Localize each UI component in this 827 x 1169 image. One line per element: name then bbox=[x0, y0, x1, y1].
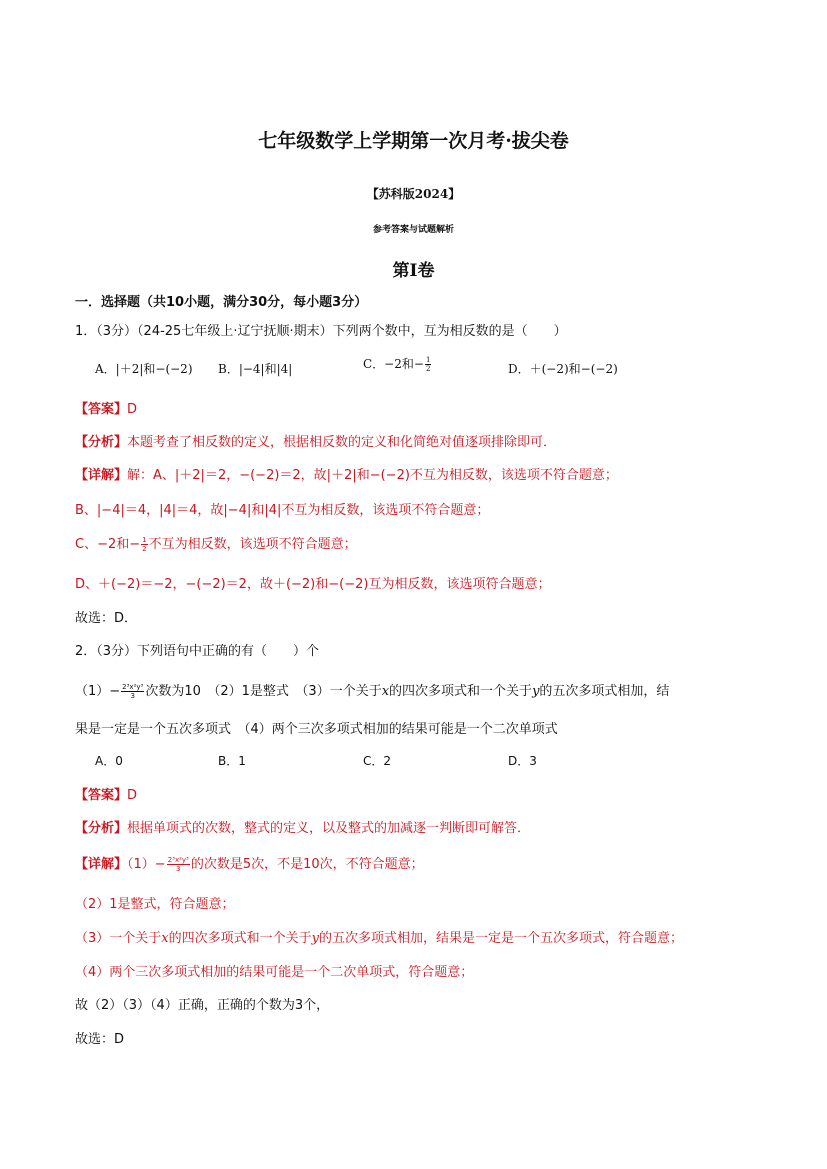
detail-1-prefix: （1）− bbox=[127, 857, 166, 872]
detail-c-text: C、−2和− bbox=[75, 537, 141, 552]
statement-text-b: 的四次多项式和一个关于 bbox=[389, 684, 533, 699]
document-title: 七年级数学上学期第一次月考·拔尖卷 bbox=[258, 130, 569, 152]
section-heading: 一．选择题（共10小题，满分30分，每小题3分） bbox=[75, 295, 368, 310]
answer-tag: 【答案】 bbox=[75, 402, 128, 417]
q1-detail-d: D、＋(−2)＝−2，−(−2)＝2，故＋(−2)和−(−2)互为相反数，该选项符合题意； bbox=[75, 577, 551, 592]
fraction-numerator: 1 bbox=[142, 536, 147, 544]
edition-label: 【苏科版2024】 bbox=[366, 187, 461, 201]
q1-option-c-text: C．−2和− bbox=[363, 357, 424, 371]
detail-3-text-b: 的四次多项式和一个关于 bbox=[168, 931, 312, 946]
q2-statement-line2: 果是一定是一个五次多项式 （4）两个三次多项式相加的结果可能是一个二次单项式 bbox=[75, 722, 558, 737]
q2-option-a: A．0 bbox=[95, 754, 123, 768]
q2-option-b: B．1 bbox=[218, 754, 246, 768]
q1-choose: 故选：D． bbox=[75, 611, 138, 626]
analysis-tag: 【分析】 bbox=[75, 821, 128, 836]
q2-statement-line1 bbox=[75, 680, 669, 700]
q1-stem: 1．（3分）（24-25七年级上·辽宁抚顺·期末）下列两个数中，互为相反数的是（ ） bbox=[75, 324, 567, 339]
fraction-numerator: 1 bbox=[425, 356, 431, 364]
q2-detail-4: （4）两个三次多项式相加的结果可能是一个二次单项式，符合题意； bbox=[75, 965, 474, 980]
q2-analysis bbox=[75, 817, 530, 836]
variable-x: x bbox=[161, 931, 169, 946]
q2-detail-2: （2）1是整式，符合题意； bbox=[75, 897, 235, 912]
q1-analysis bbox=[75, 431, 556, 450]
detail-c-fraction bbox=[141, 536, 147, 553]
fraction-denominator: 3 bbox=[176, 865, 181, 873]
detail-text: 解：A、|＋2|＝2，−(−2)＝2，故|＋2|和−(−2)不互为相反数，该选项不符合题意； bbox=[127, 468, 618, 483]
q1-option-a: A．|＋2|和−(−2) bbox=[95, 362, 193, 376]
q1-detail-b: B、|−4|＝4，|4|＝4，故|−4|和|4|不互为相反数，该选项不符合题意； bbox=[75, 503, 490, 518]
analysis-text: 根据单项式的次数，整式的定义，以及整式的加减逐一判断即可解答． bbox=[127, 821, 531, 836]
variable-x: x bbox=[381, 684, 390, 699]
q2-detail-3 bbox=[75, 927, 683, 946]
q2-stem: 2．（3分）下列语句中正确的有（ ）个 bbox=[75, 644, 320, 659]
q1-option-c bbox=[363, 355, 432, 373]
variable-y: y bbox=[311, 931, 319, 946]
q2-choose: 故选：D bbox=[75, 1032, 125, 1047]
fraction-numerator: 2³x²y³ bbox=[122, 683, 144, 691]
fraction-denominator: 2 bbox=[142, 545, 147, 553]
analysis-text: 本题考查了相反数的定义，根据相反数的定义和化简绝对值逐项排除即可． bbox=[127, 435, 557, 450]
q1-answer bbox=[75, 398, 137, 417]
q1-option-c-fraction bbox=[425, 356, 431, 373]
detail-1-text: 的次数是5次，不是10次，不符合题意； bbox=[190, 857, 424, 872]
answer-analysis-label: 参考答案与试题解析 bbox=[372, 225, 454, 235]
statement-1-prefix: （1）− bbox=[75, 684, 121, 699]
answer-value: D bbox=[127, 788, 138, 803]
analysis-tag: 【分析】 bbox=[75, 435, 128, 450]
detail-tag: 【详解】 bbox=[75, 468, 128, 483]
q2-option-d: D．3 bbox=[508, 754, 537, 768]
monomial-fraction bbox=[121, 683, 144, 700]
q2-option-c: C．2 bbox=[363, 754, 392, 768]
q1-detail-a bbox=[75, 464, 618, 483]
q1-option-d: D．＋(−2)和−(−2) bbox=[508, 362, 618, 376]
q2-conclusion: 故（2）（3）（4）正确，正确的个数为3个， bbox=[75, 998, 330, 1013]
statement-text-a: 次数为10 （2）1是整式 （3）一个关于 bbox=[145, 684, 382, 699]
fraction-numerator: 2³x²y³ bbox=[167, 856, 189, 864]
variable-y: y bbox=[532, 684, 540, 699]
detail-c-rest: 不互为相反数，该选项不符合题意； bbox=[148, 537, 357, 552]
detail-3-text-a: （3）一个关于 bbox=[75, 931, 162, 946]
statement-text-c: 的五次多项式相加，结 bbox=[539, 684, 670, 699]
fraction-denominator: 2 bbox=[425, 365, 431, 373]
detail-3-text-c: 的五次多项式相加，结果是一定是一个五次多项式，符合题意； bbox=[319, 931, 684, 946]
q1-detail-c bbox=[75, 533, 357, 553]
answer-value: D bbox=[127, 402, 138, 417]
fraction-denominator: 3 bbox=[130, 692, 135, 700]
answer-tag: 【答案】 bbox=[75, 788, 128, 803]
detail-tag: 【详解】 bbox=[75, 857, 128, 872]
q1-option-b: B．|−4|和|4| bbox=[218, 362, 293, 376]
q2-answer bbox=[75, 784, 137, 803]
volume-heading: 第I卷 bbox=[392, 261, 435, 281]
q2-detail-1 bbox=[75, 853, 424, 873]
detail-monomial-fraction bbox=[167, 856, 190, 873]
